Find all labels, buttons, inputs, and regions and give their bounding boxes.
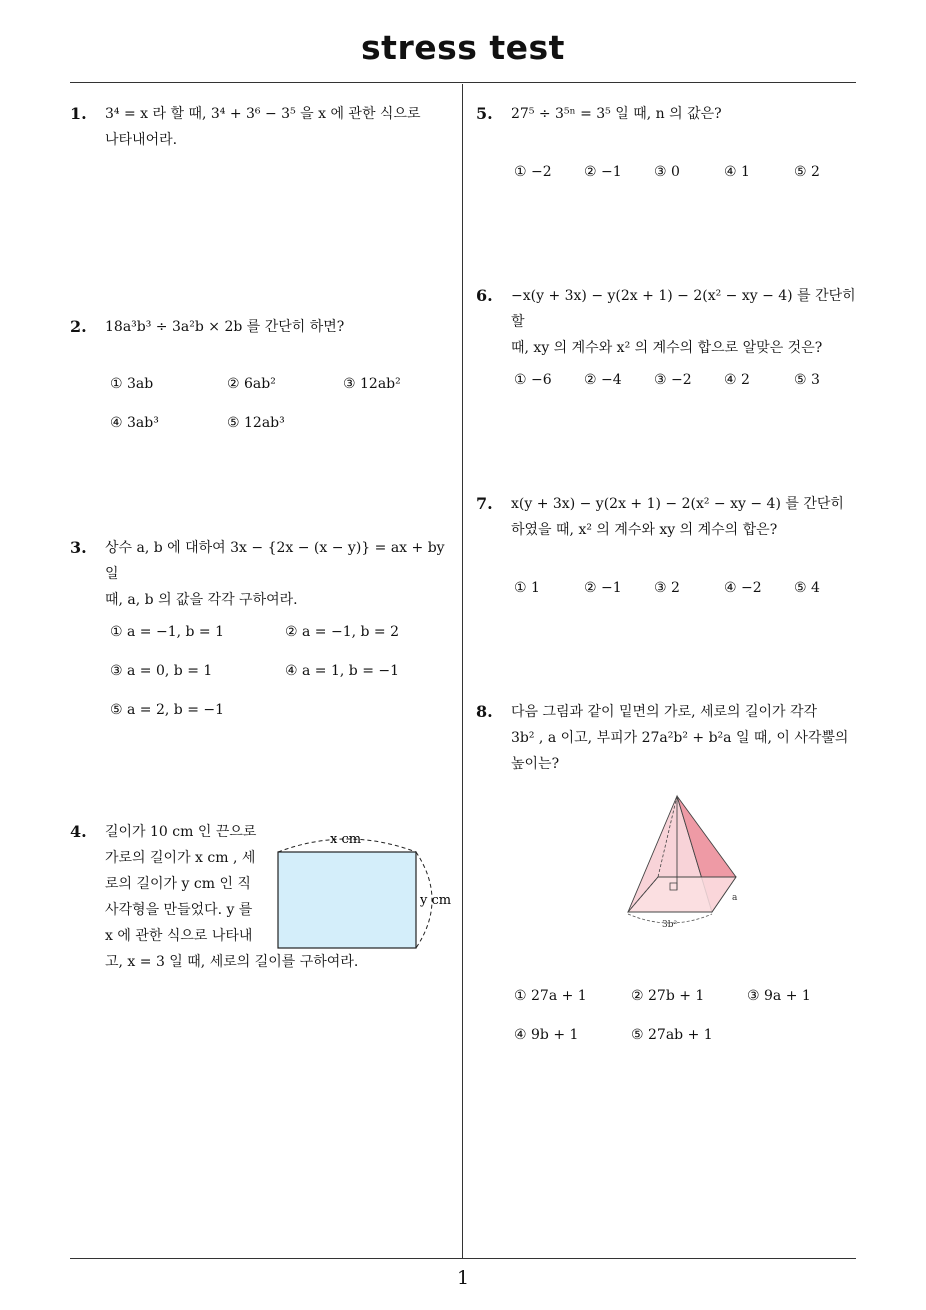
- bottom-rule: [70, 1258, 856, 1259]
- choice-2[interactable]: ② a = −1, b = 2: [285, 624, 400, 640]
- question-7: [476, 491, 866, 543]
- choice-3[interactable]: ③ 12ab²: [343, 376, 401, 392]
- choice-4[interactable]: ④ 3ab³: [110, 415, 159, 431]
- question-text: 상수 a, b 에 대하여 3x − {2x − (x − y)} = ax + by 일 때, a, b 의 값을 각각 구하여라.: [105, 540, 445, 608]
- question-1: [70, 101, 458, 153]
- choice-1[interactable]: ① a = −1, b = 1: [110, 624, 225, 640]
- question-6: [476, 283, 866, 361]
- choice-1[interactable]: ① −2: [514, 164, 552, 180]
- choice-5[interactable]: ⑤ 12ab³: [227, 415, 285, 431]
- question-number: 1.: [70, 104, 87, 123]
- question-number: 3.: [70, 538, 87, 557]
- rectangle-figure: [270, 826, 460, 956]
- question-text: −x(y + 3x) − y(2x + 1) − 2(x² − xy − 4) 를 간단히 할 때, xy 의 계수와 x² 의 계수의 합으로 알맞은 것은?: [511, 288, 856, 356]
- pyramid-figure: [620, 790, 750, 935]
- pyramid-base-label: 3b²: [662, 920, 678, 930]
- question-3: [70, 535, 458, 613]
- choice-1[interactable]: ① 27a + 1: [514, 988, 587, 1004]
- question-8: [476, 699, 866, 777]
- choice-2[interactable]: ② 27b + 1: [631, 988, 705, 1004]
- question-number: 4.: [70, 822, 87, 841]
- question-number: 7.: [476, 494, 493, 513]
- question-text: 18a³b³ ÷ 3a²b × 2b 를 간단히 하면?: [105, 319, 345, 335]
- page-number: 1: [456, 1267, 470, 1289]
- question-number: 2.: [70, 317, 87, 336]
- rect-top-label: x cm: [330, 832, 362, 847]
- choice-2[interactable]: ② −4: [584, 372, 622, 388]
- choice-2[interactable]: ② −1: [584, 580, 622, 596]
- choice-5[interactable]: ⑤ 2: [794, 164, 820, 180]
- pyramid-side-label: a: [732, 893, 738, 903]
- question-5: [476, 101, 866, 127]
- choice-4[interactable]: ④ 1: [724, 164, 750, 180]
- choice-5[interactable]: ⑤ 27ab + 1: [631, 1027, 713, 1043]
- choice-3[interactable]: ③ a = 0, b = 1: [110, 663, 213, 679]
- question-number: 8.: [476, 702, 493, 721]
- question-number: 5.: [476, 104, 493, 123]
- top-rule: [70, 82, 856, 83]
- choice-2[interactable]: ② 6ab²: [227, 376, 276, 392]
- choice-5[interactable]: ⑤ a = 2, b = −1: [110, 702, 225, 718]
- question-text: 27⁵ ÷ 3⁵ⁿ = 3⁵ 일 때, n 의 값은?: [511, 106, 722, 122]
- choice-4[interactable]: ④ 9b + 1: [514, 1027, 579, 1043]
- question-text: 다음 그림과 같이 밑면의 가로, 세로의 길이가 각각 3b² , a 이고, 부피가 27a²b² + b²a 일 때, 이 사각뿔의 높이는?: [511, 704, 849, 772]
- question-text: x(y + 3x) − y(2x + 1) − 2(x² − xy − 4) 를 간단히 하였을 때, x² 의 계수와 xy 의 계수의 합은?: [511, 496, 844, 538]
- choice-1[interactable]: ① 1: [514, 580, 540, 596]
- question-2: [70, 314, 458, 340]
- choice-3[interactable]: ③ 0: [654, 164, 680, 180]
- choice-1[interactable]: ① 3ab: [110, 376, 154, 392]
- choice-5[interactable]: ⑤ 3: [794, 372, 820, 388]
- choice-3[interactable]: ③ 9a + 1: [747, 988, 811, 1004]
- question-number: 6.: [476, 286, 493, 305]
- column-divider: [462, 84, 463, 1259]
- page-title: stress test: [361, 28, 565, 67]
- choice-3[interactable]: ③ 2: [654, 580, 680, 596]
- choice-3[interactable]: ③ −2: [654, 372, 692, 388]
- choice-1[interactable]: ① −6: [514, 372, 552, 388]
- question-text: 길이가 10 cm 인 끈으로 가로의 길이가 x cm , 세 로의 길이가 y cm 인 직 사각형을 만들었다. y 를 x 에 관한 식으로 나타내 고, x = 3 일 때, 세로의 길이를 구하여라.: [105, 824, 359, 970]
- choice-4[interactable]: ④ a = 1, b = −1: [285, 663, 400, 679]
- choice-4[interactable]: ④ 2: [724, 372, 750, 388]
- question-text: 3⁴ = x 라 할 때, 3⁴ + 3⁶ − 3⁵ 을 x 에 관한 식으로 나타내어라.: [105, 106, 421, 148]
- choice-4[interactable]: ④ −2: [724, 580, 762, 596]
- rect-side-label: y cm: [420, 893, 452, 908]
- choice-2[interactable]: ② −1: [584, 164, 622, 180]
- choice-5[interactable]: ⑤ 4: [794, 580, 820, 596]
